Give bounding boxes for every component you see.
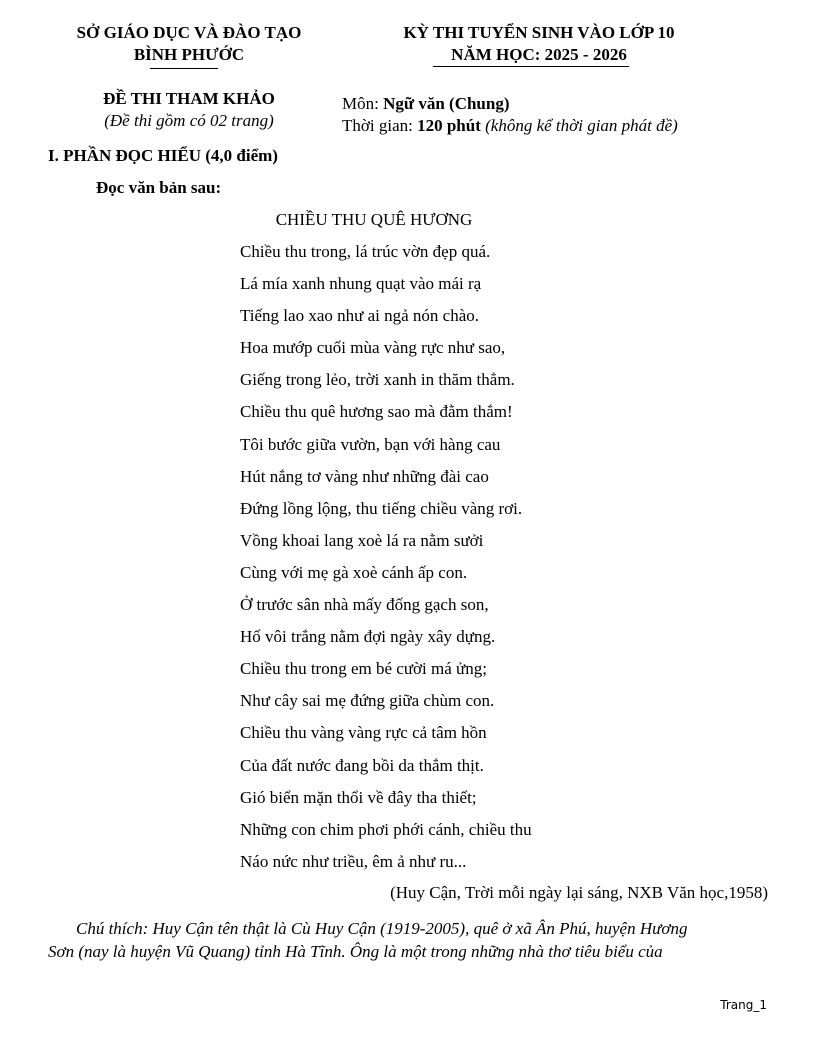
subject-label: Môn: <box>342 94 384 113</box>
poem-line: Hố vôi trắng nằm đợi ngày xây dựng. <box>240 627 496 647</box>
province-underline <box>150 68 218 69</box>
poem-line: Những con chim phơi phới cánh, chiều thu <box>240 819 532 839</box>
poem-lines <box>240 240 532 882</box>
issuing-authority <box>48 22 330 66</box>
time-note: (không kể thời gian phát đề) <box>485 116 678 135</box>
poem-line: Hoa mướp cuối mùa vàng rực như sao, <box>240 338 506 358</box>
poem-line: Chiều thu quê hương sao mà đằm thắm! <box>240 402 513 422</box>
reference-exam-title: ĐỀ THI THAM KHẢO <box>103 89 275 108</box>
poem-line: Ở trước sân nhà mấy đống gạch son, <box>240 595 489 615</box>
page-count-note: (Đề thi gồm có 02 trang) <box>104 111 274 130</box>
page-number: Trang_1 <box>720 998 767 1012</box>
footnote-line-1: Chú thích: Huy Cận tên thật là Cù Huy Cận (1919-2005), quê ở xã Ân Phú, huyện Hương <box>76 919 688 938</box>
school-year: NĂM HỌC: 2025 - 2026 <box>451 45 627 64</box>
poem-line: Đứng lồng lộng, thu tiếng chiều vàng rơi. <box>240 498 523 518</box>
reading-instruction: Đọc văn bản sau: <box>96 178 222 197</box>
poem-line: Tiếng lao xao như ai ngả nón chào. <box>240 306 479 326</box>
province-name: BÌNH PHƯỚC <box>133 45 245 64</box>
poem-line: Náo nức như triều, êm ả như ru... <box>240 851 467 871</box>
footnote-line-2: Sơn (nay là huyện Vũ Quang) tỉnh Hà Tĩnh. Ông là một trong những nhà thơ tiêu biểu của <box>48 942 663 961</box>
poem-line: Gió biển mặn thổi về đây tha thiết; <box>240 787 477 807</box>
poem-line: Như cây sai mẹ đứng giữa chùm con. <box>240 691 495 711</box>
school-year-underline <box>433 66 629 67</box>
poem-title: CHIỀU THU QUÊ HƯƠNG <box>275 210 473 229</box>
time-value: 120 phút <box>417 116 481 135</box>
exam-heading <box>370 22 708 66</box>
poem-line: Chiều thu vàng vàng rực cả tâm hồn <box>240 723 487 743</box>
poem-line: Chiều thu trong em bé cười má ửng; <box>240 659 487 679</box>
poem-source: (Huy Cận, Trời mỗi ngày lại sáng, NXB Văn học,1958) <box>390 883 768 902</box>
footnote <box>48 917 768 963</box>
section-title: I. PHẦN ĐỌC HIỂU (4,0 điểm) <box>48 146 278 165</box>
poem-line: Tôi bước giữa vườn, bạn với hàng cau <box>240 434 501 454</box>
poem-line: Của đất nước đang bồi da thắm thịt. <box>240 755 484 775</box>
poem-line: Hút nắng tơ vàng như những đài cao <box>240 466 489 486</box>
subject-value: Ngữ văn (Chung) <box>383 94 510 113</box>
poem-line: Cùng với mẹ gà xoè cánh ấp con. <box>240 562 468 582</box>
department-name: SỞ GIÁO DỤC VÀ ĐÀO TẠO <box>76 23 302 42</box>
time-label: Thời gian: <box>342 116 418 135</box>
subject-line <box>342 93 678 115</box>
poem-line: Lá mía xanh nhung quạt vào mái rạ <box>240 274 482 294</box>
poem-line: Giếng trong lẻo, trời xanh in thăm thẳm. <box>240 370 515 390</box>
poem-line: Vồng khoai lang xoè lá ra nằm sưởi <box>240 530 484 550</box>
subject-time-block <box>342 93 678 137</box>
poem-line: Chiều thu trong, lá trúc vờn đẹp quá. <box>240 242 491 261</box>
reference-exam-block <box>48 88 330 132</box>
exam-name: KỲ THI TUYỂN SINH VÀO LỚP 10 <box>403 23 675 42</box>
time-line <box>342 115 678 137</box>
